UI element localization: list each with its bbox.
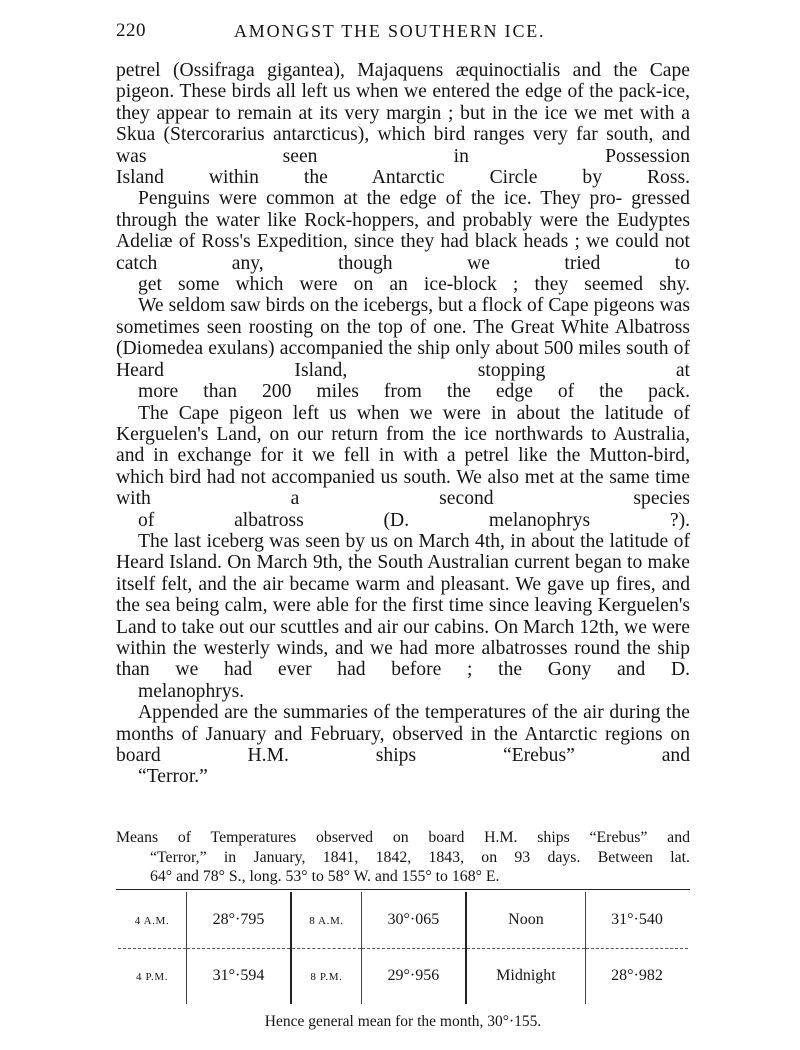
temperature-value-cell: 31°·594 [187,948,291,1004]
text-line: Penguins were common at the edge of the ice. They pro- [138,188,623,210]
text-line: get some which were on an ice-block ; they seemed shy. [138,274,690,296]
text-line: able for the first time since leaving Kerguelen's Land to take [116,595,690,638]
text-line: Great White Albatross (Diomedea exulans) accompanied the [116,316,690,360]
temperature-value-cell: 28°·982 [611,967,663,985]
text-line: “Terror.” [138,766,208,788]
temperature-value-cell: 28°·795 [187,892,291,948]
text-line: Cape pigeon. These birds all left us when we entered the [116,60,690,103]
text-line: more than 200 miles from the edge of the pack. [138,381,690,403]
page-header [116,16,690,46]
time-label-cell: 8 A.M. [291,892,362,948]
paragraph-birds-pack-ice [116,60,690,188]
body-text [116,60,690,788]
caption-line: 64° and 78° S., long. 53° to 58° W. and 155° to 168° E. [150,868,500,885]
text-line: ship only about 500 miles south of Heard Island, stopping at [116,338,690,381]
text-line: within the westerly winds, and we had more albatrosses round [116,637,620,659]
text-line: melanophrys. [138,680,245,702]
text-line: The Cape pigeon left us when we were in about the [138,402,595,424]
text-line: the ship than we had ever had before ; the Gony and D. [116,637,691,681]
text-line: We seldom saw birds on the icebergs, but a flock of Cape [138,295,589,317]
text-line: gressed through the water like Rock-hoppers, and probably [116,188,690,231]
time-label-cell: Noon [466,892,586,948]
text-line: Appended are the summaries of the temperatures of the air [138,702,604,724]
text-line: out our scuttles and air our cabins. On March 12th, we were [219,616,690,638]
table-caption [116,828,690,887]
time-label-cell: Midnight [466,948,586,1004]
paragraph-last-iceberg [116,531,690,702]
time-label-cell: 4 P.M. [118,948,187,1004]
text-line: Island within the Antarctic Circle by Ross. [116,167,690,189]
text-line: edge of the pack-ice, they appear to remain at its very margin ; [116,81,690,124]
text-line: pigeons was sometimes seen roosting on the top of one. The [116,295,690,338]
text-line: Antarctic regions on board H.M. ships “Erebus” and [116,723,690,766]
text-line: The last iceberg was seen by us on March 4th, in about the [138,530,605,552]
text-line: but in the ice we met with a Skua (Stercorarius antarcticus), [116,102,690,146]
text-line: were the Eudyptes Adeliæ of Ross's Expedition, since they [116,209,690,253]
temperature-table [118,892,688,1004]
table-row [118,892,688,948]
temperature-value-cell: 30°·065 [361,892,465,948]
text-line: us south. We also met at the same time with a second species [116,466,690,510]
text-line: current began to make itself felt, and the air became warm [116,552,690,595]
paragraph-penguins [116,188,690,295]
table-row [118,948,688,1004]
time-label-cell: 8 P.M. [291,948,362,1004]
page-number: 220 [116,20,146,41]
text-line: a petrel like the Mutton-bird, which bird had not accompanied [116,445,690,488]
paragraph-cape-pigeon [116,403,690,531]
table-top-rule [116,889,690,890]
text-line: latitude of Kerguelen's Land, on our return from the ice [116,402,690,445]
text-line: latitude of Heard Island. On March 9th, the South Australian [116,530,690,574]
caption-line: Means of Temperatures observed on board H.M. ships “Erebus” and [116,829,690,846]
text-line: had black heads ; we could not catch any, though we tried to [116,231,690,274]
text-line: during the months of January and February, observed in the [116,702,690,745]
paragraph-appended-summaries [116,702,690,788]
temperature-value-cell: 29°·956 [361,948,465,1004]
text-line: and pleasant. We gave up fires, and the sea being calm, were [116,573,691,617]
paragraph-icebergs-albatross [116,295,690,402]
general-mean-note: Hence general mean for the month, 30°·155. [264,1013,542,1030]
running-title: AMONGST THE SOUTHERN ICE. [234,21,546,41]
temperature-value-cell: 31°·540 [586,892,688,948]
text-line: petrel (Ossifraga gigantea), Majaquens æquinoctialis and the [116,60,638,81]
text-line: of albatross (D. melanophrys ?). [138,509,690,531]
text-line: which bird ranges very far south, and was seen in Possession [116,124,690,167]
caption-line: “Terror,” in January, 1841, 1842, 1843, on 93 days. Between lat. [150,848,690,866]
text-line: northwards to Australia, and in exchange for it we fell in with [116,423,690,467]
time-label-cell: 4 A.M. [118,892,187,948]
